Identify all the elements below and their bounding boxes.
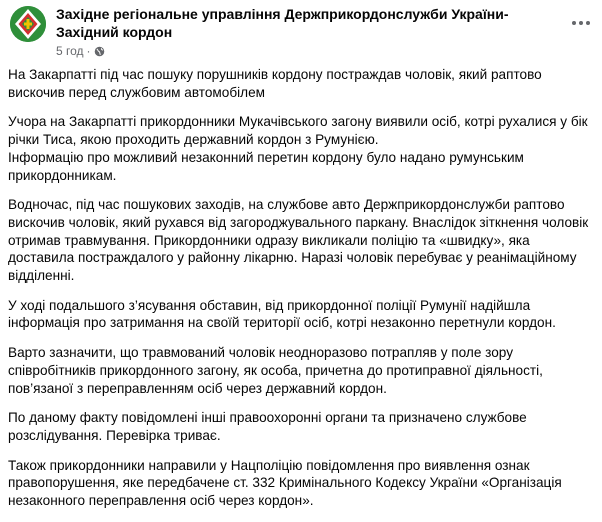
post-header: [0, 0, 602, 60]
page-avatar[interactable]: [10, 6, 46, 42]
post-text: [8, 66, 596, 522]
post-paragraph: По даному факту повідомлені інші правоохоронні органи та призначено службове розслідування. Перевірка триває.: [8, 410, 527, 443]
post-paragraph: У ході подальшого з’ясування обставин, від прикордонної поліції Румунії надійшла інформація про затримання на своїй території осіб, котрі незаконно перетнули кордон.: [8, 297, 556, 331]
meta-separator: ·: [86, 44, 91, 58]
page-name-link[interactable]: Західне регіональне управління Держприкордонслужби України-Західний кордон: [56, 6, 509, 40]
more-dot: [586, 21, 590, 25]
more-dot: [579, 21, 583, 25]
post-paragraph: Також прикордонники направили у Нацполіцію повідомлення про виявлення ознак правопорушення, яке передбачене ст. 332 Кримінального Кодексу України «Організація незаконного переправлення осіб через кордон».: [8, 457, 562, 509]
globe-icon[interactable]: [94, 46, 105, 57]
post-paragraph: Варто зазначити, що травмований чоловік неодноразово потрапляв у поле зору співробітників прикордонного загону, як особа, причетна до протиправної діяльності, пов’язаної з переправленням осіб через державний кордон.: [8, 345, 543, 396]
post-paragraph-headline: На Закарпатті під час пошуку порушників кордону постраждав чоловік, який раптово вискочив перед службовим автомобілем: [8, 67, 542, 100]
border-guard-emblem-icon: [10, 6, 46, 42]
more-options-button[interactable]: [568, 10, 594, 36]
post-paragraph: Водночас, під час пошукових заходів, на службове авто Держприкордонслужби раптово вискочив чоловік, який рухався від загороджувального паркану. Внаслідок зіткнення чоловік отримав травмування. Прикордонники одразу викликали поліцію та «швидку», яка доставила постраждалого у районну лікарню. Наразі чоловік перебуває у реанімаційному відділенні.: [8, 197, 589, 284]
post-meta: [56, 44, 105, 58]
more-horizontal-icon: [572, 21, 576, 25]
post-time[interactable]: 5 год: [56, 44, 84, 58]
post-paragraph: Учора на Закарпатті прикордонники Мукачівського загону виявили осіб, котрі рухалися у бік річки Тиса, якою проходить державний кордон з Румунією. Інформацію про можливий незаконний перетин кордону було надано румунським прикордонникам.: [8, 114, 588, 183]
